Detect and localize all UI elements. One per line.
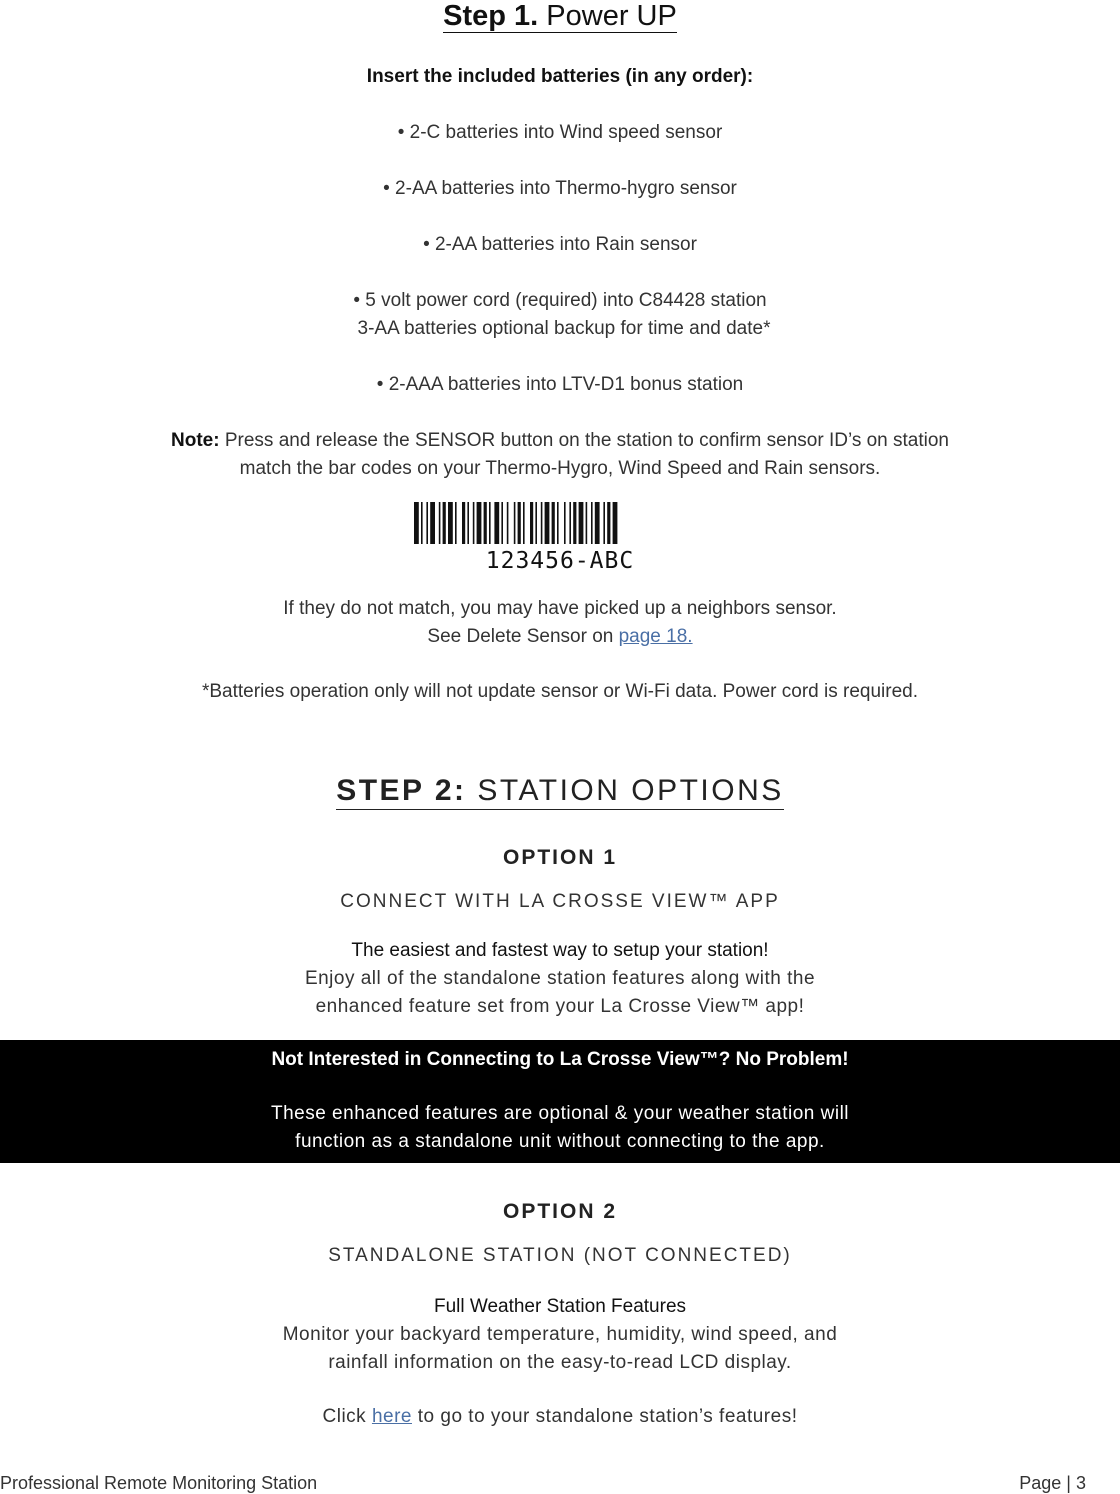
barcode-number: 123456-ABC [485,548,635,574]
barcode-bar [545,502,550,544]
barcode-bar [603,502,605,544]
barcode-bar [541,502,543,544]
option2-line-1: Monitor your backyard temperature, humidity, wind speed, and [282,1324,838,1345]
step2-title [0,774,1120,810]
page-18-link[interactable]: page 18. [618,626,693,647]
barcode-bar [477,502,482,544]
option1-line-1: Enjoy all of the standalone station features along with the [304,968,816,989]
mismatch-line-1: If they do not match, you may have picked up a neighbors sensor. [283,598,837,619]
step2-title-rest: STATION OPTIONS [477,774,784,807]
barcode-bar [439,502,441,544]
option2-lead: Full Weather Station Features [433,1296,687,1317]
battery-item-wind: • 2-C batteries into Wind speed sensor [397,122,723,143]
barcode-bar [591,502,593,544]
click-prefix: Click [322,1406,372,1427]
note-label: Note: [171,430,220,451]
barcode-bar [430,502,435,544]
option1-heading: OPTION 1 [502,846,618,869]
barcode-bar [586,502,588,544]
barcode-bar [462,502,465,544]
barcode-bar [443,502,446,544]
note-line-2: match the bar codes on your Thermo-Hygro, Wind Speed and Rain sensors. [239,458,881,479]
battery-item-thermo: • 2-AA batteries into Thermo-hygro sensor [383,178,737,199]
click-suffix: to go to your standalone station’s features! [411,1406,798,1427]
option2-heading: OPTION 2 [502,1200,618,1223]
step1-intro: Insert the included batteries (in any order): [366,66,754,87]
banner-title: Not Interested in Connecting to La Crosse View™? No Problem! [271,1049,849,1070]
banner-line-1: These enhanced features are optional & your weather station will [270,1103,850,1124]
here-link[interactable]: here [371,1406,412,1427]
barcode-bar [507,502,509,544]
battery-item-power-cord: • 5 volt power cord (required) into C84428 station [353,290,767,311]
battery-item-rain: • 2-AA batteries into Rain sensor [423,234,697,255]
barcode-bar [489,502,491,544]
barcode-bar [484,502,487,544]
barcode-bar [455,502,457,544]
option2-line-2: rainfall information on the easy-to-read LCD display. [328,1352,792,1373]
barcode-bar [569,502,571,544]
battery-item-backup: 3-AA batteries optional backup for time and date* [357,318,771,339]
battery-item-bonus: • 2-AAA batteries into LTV-D1 bonus station [376,374,744,395]
barcode-graphic [414,502,706,544]
battery-footnote: *Batteries operation only will not update sensor or Wi-Fi data. Power cord is required. [201,681,918,702]
mismatch-prefix: See Delete Sensor on [427,626,619,647]
footer-title: Professional Remote Monitoring Station [0,1473,318,1493]
barcode-bar [579,502,584,544]
barcode-bar [607,502,610,544]
option1-line-2: enhanced feature set from your La Crosse View™ app! [315,996,805,1017]
mismatch-line-2 [0,626,1120,648]
barcode-bar [613,502,618,544]
option2-subheading: STANDALONE STATION (NOT CONNECTED) [328,1245,792,1266]
note-line-1 [0,430,1120,452]
step2-title-bold: STEP 2: [336,774,467,807]
barcode-bar [557,502,559,544]
banner-line-2: function as a standalone unit without connecting to the app. [295,1131,825,1152]
barcode-bar [552,502,555,544]
barcode-bar [426,502,428,544]
barcode-bar [467,502,469,544]
barcode-bar [494,502,499,544]
barcode-bar [473,502,475,544]
option2-click-line [0,1406,1120,1428]
step1-title-bold: Step 1. [443,0,539,32]
barcode-bar [518,502,521,544]
barcode-bar [595,502,600,544]
barcode-bar [530,502,533,544]
barcode-bar [564,502,566,544]
note-text-1: Press and release the SENSOR button on the station to confirm sensor ID’s on station [224,430,949,451]
barcode-bar [501,502,503,544]
barcode-bar [514,502,516,544]
barcode-bar [523,502,525,544]
barcode-bar [421,502,423,544]
barcode-bar [535,502,537,544]
option1-lead: The easiest and fastest way to setup your station! [351,940,769,961]
step1-title [0,0,1120,33]
footer-page-number: Page | 3 [1019,1473,1086,1493]
barcode-bar [414,502,419,544]
no-problem-banner [0,1040,1120,1163]
option1-subheading: CONNECT WITH LA CROSSE VIEW™ APP [340,891,780,912]
barcode-bar [573,502,576,544]
step1-title-rest: Power UP [546,0,677,32]
barcode-bar [448,502,453,544]
